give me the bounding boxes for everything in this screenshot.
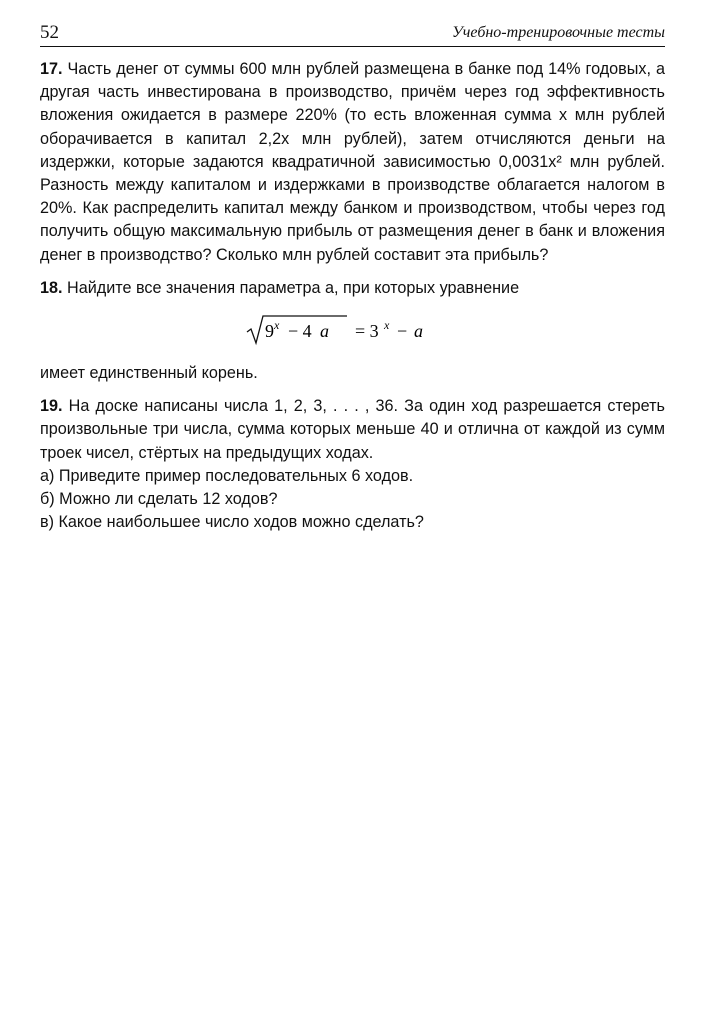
problem-17-paragraph	[40, 58, 665, 267]
page-header	[40, 20, 665, 47]
problem-18-after: имеет единственный корень.	[40, 364, 258, 383]
problem-17-text: Часть денег от суммы 600 млн рублей размещена в банке под 14% годовых, а другая часть инвестирована в производство, причём через год эффективность вложения ожидается в размере 220% (то есть вложенная сумма x млн рублей оборачивается в капитал 2,2x млн рублей), затем отчисляются деньги на издержки, которые задаются квадратичной зависимостью 0,0031x² млн рублей. Разность между капиталом и издержками в производстве облагается налогом в 20%. Как распределить капитал между банком и производством, чтобы через год получить общую максимальную прибыль от размещения денег в банк и вложения денег в производство? Сколько млн рублей составит эта прибыль?	[40, 60, 666, 264]
svg-text:9: 9	[264, 321, 274, 342]
problem-19-paragraph	[40, 395, 665, 465]
svg-text:x: x	[383, 318, 389, 333]
problem-19-item-b: б) Можно ли сделать 12 ходов?	[40, 490, 278, 509]
problem-19-text: На доске написаны числа 1, 2, 3, . . . , 36. За один ход разрешается стереть произвольные три числа, сумма которых меньше 40 и отлична от каждой из сумм троек чисел, стёртых на предыдущих ходах.	[40, 397, 665, 462]
page-number: 52	[40, 22, 59, 43]
svg-text:−: −	[396, 321, 407, 342]
radical-equation	[243, 310, 463, 350]
svg-text:a: a	[319, 321, 329, 342]
problem-17-number: 17.	[40, 60, 63, 78]
problem-18-paragraph	[40, 277, 665, 300]
page-content	[40, 58, 665, 544]
problem-19	[40, 395, 665, 534]
svg-text:− 4: − 4	[287, 321, 312, 342]
problem-18-number: 18.	[40, 278, 63, 297]
running-title: Учебно-тренировочные тесты	[452, 24, 665, 41]
problem-18-text: Найдите все значения параметра a, при которых уравнение	[67, 278, 520, 297]
problem-19-item-c: в) Какое наибольшее число ходов можно сделать?	[40, 513, 424, 532]
problem-19-number: 19.	[40, 397, 63, 416]
problem-18-formula	[40, 310, 665, 350]
problem-17	[40, 58, 665, 267]
svg-text:x: x	[273, 318, 279, 333]
svg-text:a: a	[413, 321, 423, 342]
problem-18	[40, 277, 665, 385]
svg-text:= 3: = 3	[354, 321, 379, 342]
problem-19-item-a: а) Приведите пример последовательных 6 ходов.	[40, 466, 414, 485]
